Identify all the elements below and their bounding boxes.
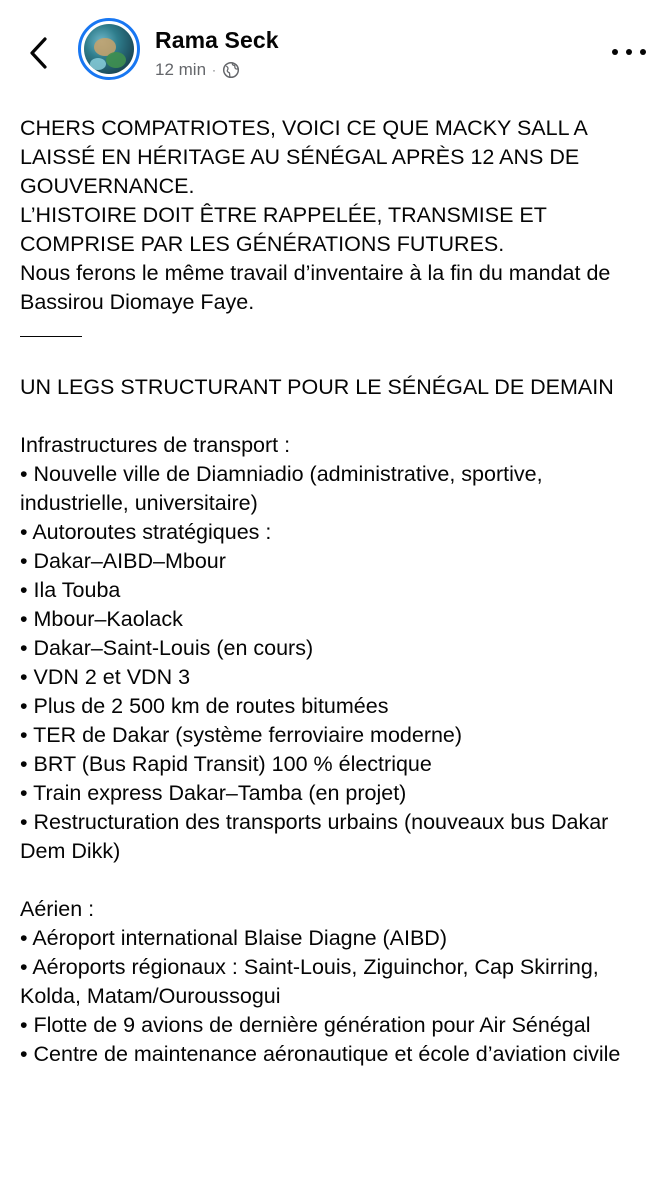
list-item: • Restructuration des transports urbains (nouveaux bus Dakar Dem Dikk) bbox=[20, 810, 609, 863]
list-item: • Dakar–Saint-Louis (en cours) bbox=[20, 636, 314, 660]
post-intro-line: L’HISTOIRE DOIT ÊTRE RAPPELÉE, TRANSMISE ET COMPRISE PAR LES GÉNÉRATIONS FUTURES. bbox=[20, 203, 547, 256]
avatar[interactable] bbox=[78, 18, 140, 80]
more-dot-icon bbox=[612, 49, 618, 55]
transport-heading: Infrastructures de transport : bbox=[20, 433, 291, 457]
post-intro-line: Nous ferons le même travail d’inventaire à la fin du mandat de Bassirou Diomaye Faye. bbox=[20, 261, 611, 314]
list-item: • Nouvelle ville de Diamniadio (administrative, sportive, industrielle, universitaire) bbox=[20, 462, 543, 515]
post-time[interactable]: 12 min bbox=[155, 60, 207, 79]
list-item: • Flotte de 9 avions de dernière génération pour Air Sénégal bbox=[20, 1013, 591, 1037]
globe-icon[interactable] bbox=[222, 61, 240, 79]
more-dot-icon bbox=[626, 49, 632, 55]
list-item: • Dakar–AIBD–Mbour bbox=[20, 549, 226, 573]
list-item: • Autoroutes stratégiques : bbox=[20, 520, 272, 544]
chevron-left-icon bbox=[28, 36, 48, 70]
list-item: • Mbour–Kaolack bbox=[20, 607, 183, 631]
post-intro-line: CHERS COMPATRIOTES, VOICI CE QUE MACKY SALL A LAISSÉ EN HÉRITAGE AU SÉNÉGAL APRÈS 12 ANS DE GOUVERNANCE. bbox=[20, 116, 587, 198]
divider bbox=[20, 336, 82, 337]
list-item: • Centre de maintenance aéronautique et école d’aviation civile bbox=[20, 1042, 621, 1066]
more-dot-icon bbox=[640, 49, 646, 55]
section-title: UN LEGS STRUCTURANT POUR LE SÉNÉGAL DE DEMAIN bbox=[20, 375, 614, 399]
post-header bbox=[0, 0, 666, 100]
list-item: • BRT (Bus Rapid Transit) 100 % électrique bbox=[20, 752, 432, 776]
post-body bbox=[20, 114, 650, 1069]
list-item: • Ila Touba bbox=[20, 578, 121, 602]
aerien-heading: Aérien : bbox=[20, 897, 95, 921]
list-item: • Train express Dakar–Tamba (en projet) bbox=[20, 781, 407, 805]
list-item: • Aéroports régionaux : Saint-Louis, Ziguinchor, Cap Skirring, Kolda, Matam/Ouroussogui bbox=[20, 955, 599, 1008]
list-item: • Aéroport international Blaise Diagne (AIBD) bbox=[20, 926, 447, 950]
back-button[interactable] bbox=[22, 32, 54, 74]
list-item: • TER de Dakar (système ferroviaire moderne) bbox=[20, 723, 463, 747]
avatar-image bbox=[84, 24, 134, 74]
meta-separator: · bbox=[212, 63, 217, 77]
author-name[interactable]: Rama Seck bbox=[155, 27, 279, 53]
post-meta bbox=[155, 60, 240, 80]
list-item: • Plus de 2 500 km de routes bitumées bbox=[20, 694, 389, 718]
more-options-button[interactable] bbox=[612, 42, 646, 62]
list-item: • VDN 2 et VDN 3 bbox=[20, 665, 191, 689]
